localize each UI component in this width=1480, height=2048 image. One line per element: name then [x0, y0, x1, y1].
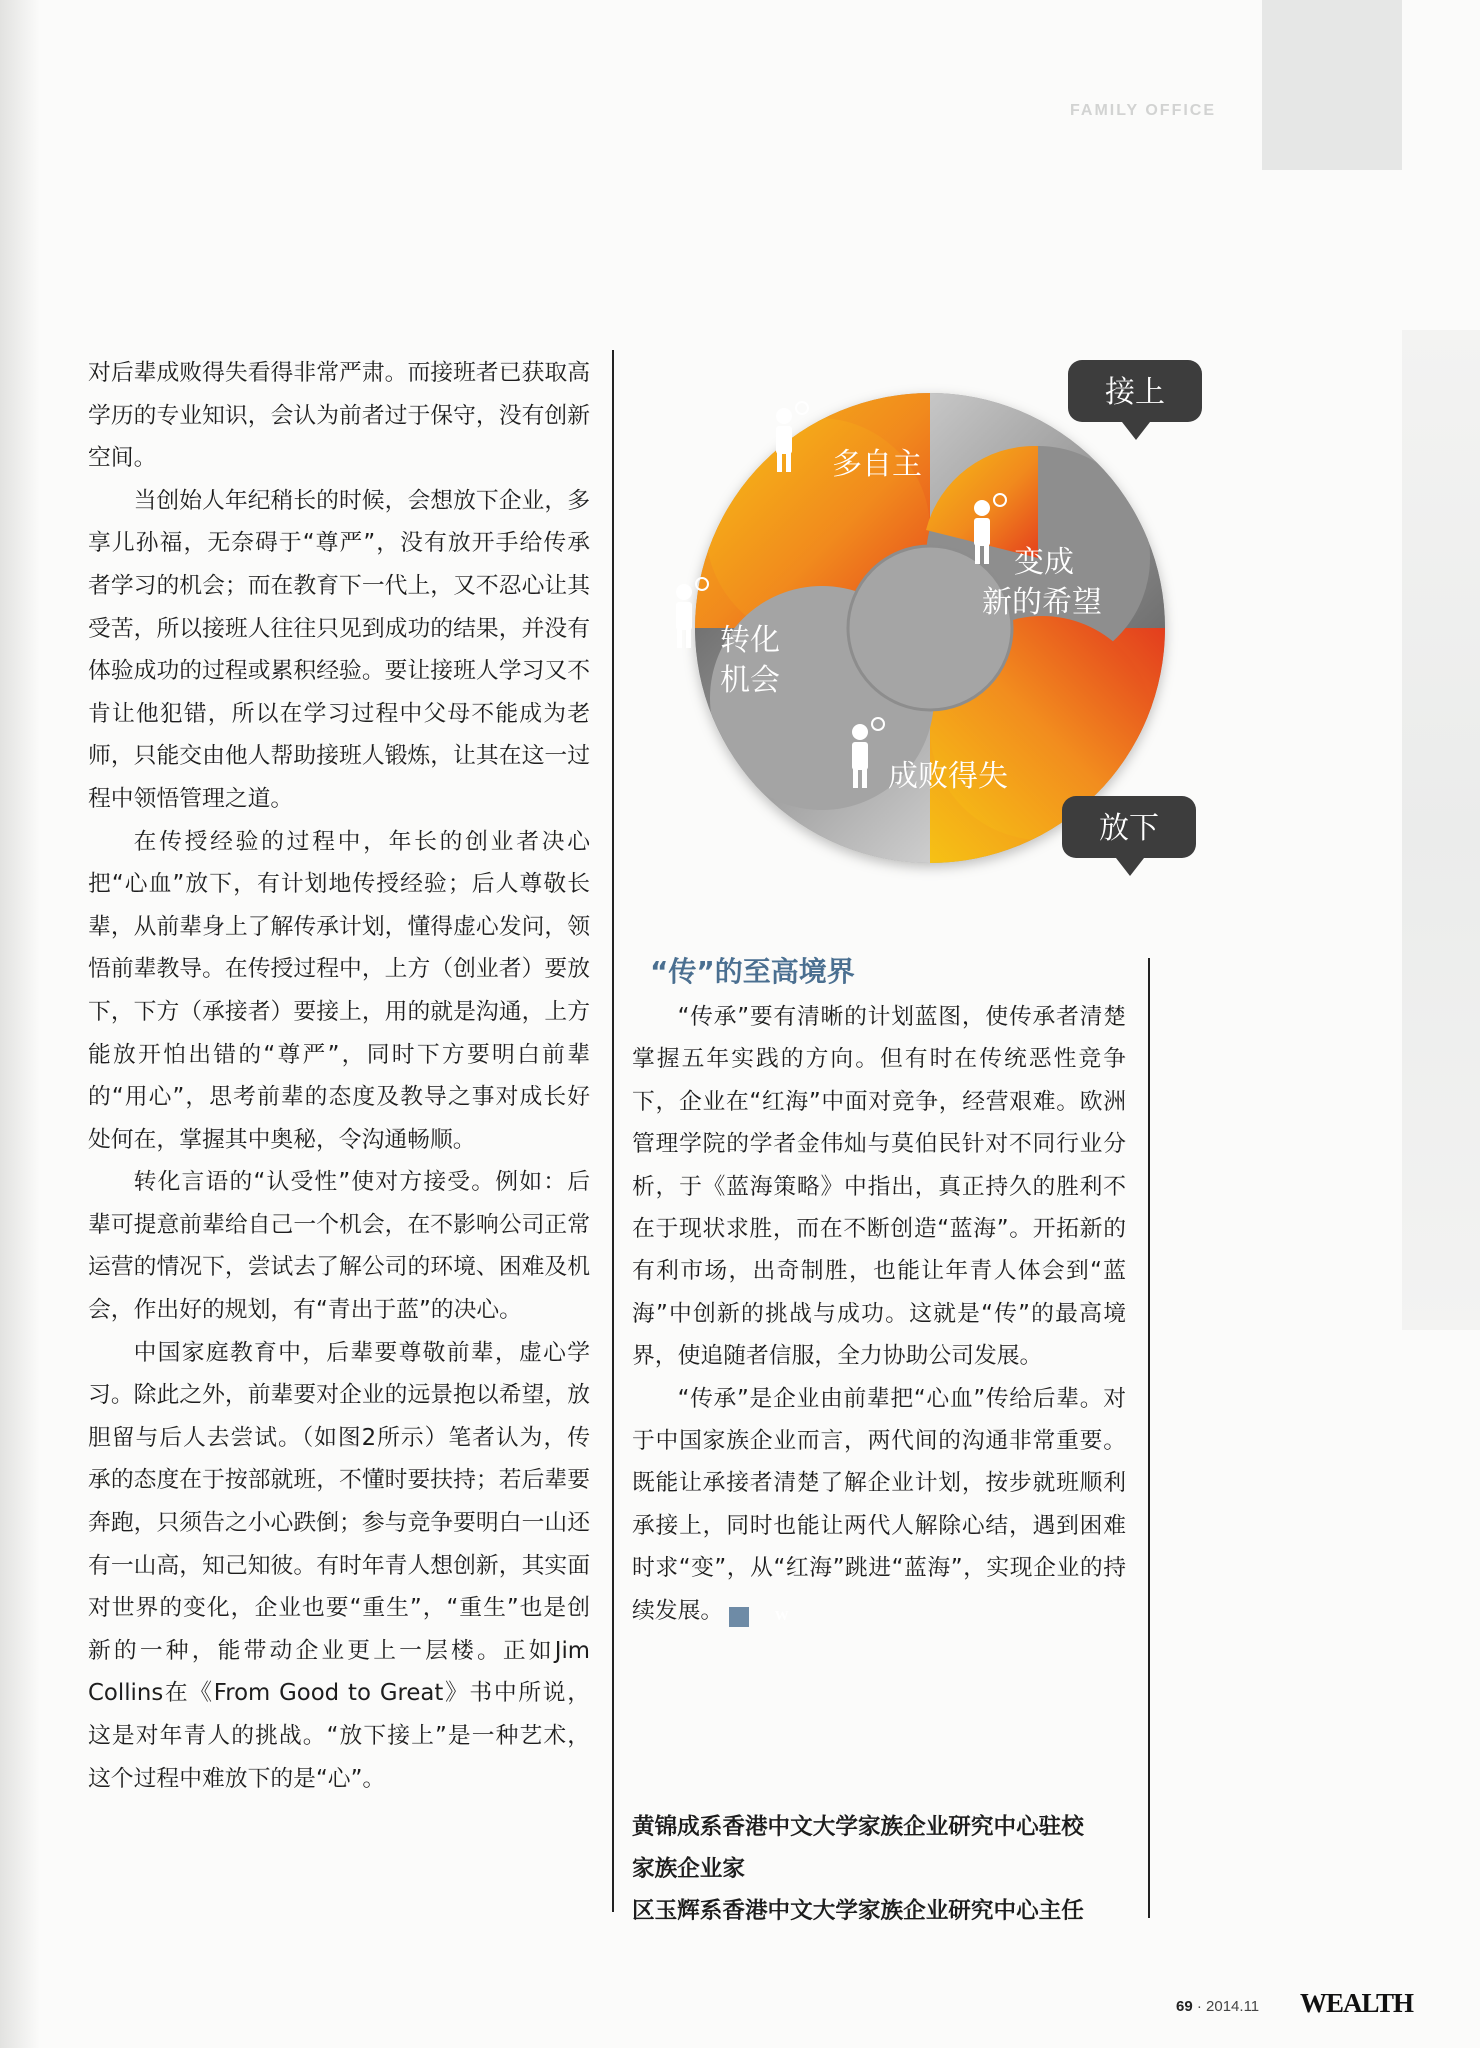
section-heading: “传”的至高境界 — [650, 955, 855, 988]
left-paragraph-4: 转化言语的“认受性”使对方接受。例如：后辈可提意前辈给自己一个机会，在不影响公司正常运营的情况下，尝试去了解公司的环境、困难及机会，作出好的规划，有“青出于蓝”的决心。 — [88, 1169, 590, 1324]
label-become-line2: 新的希望 — [982, 585, 1102, 620]
bubble-let-go-text: 放下 — [1099, 811, 1159, 846]
right-column — [632, 996, 1126, 1632]
right-paragraph-1: “传承”要有清晰的计划蓝图，使传承者清楚掌握五年实践的方向。但有时在传统恶性竞争下，企业在“红海”中面对竞争，经营艰难。欧洲管理学院的学者金伟灿与莫伯民针对不同行业分析，于《蓝海策略》中指出，真正持久的胜利不在于现状求胜，而在不断创造“蓝海”。开拓新的有利市场，出奇制胜，也能让年青人体会到“蓝海”中创新的挑战与成功。这就是“传”的最高境界，使追随者信服，全力协助公司发展。 — [632, 1004, 1126, 1370]
section-tab-label: FAMILY OFFICE — [1070, 102, 1217, 119]
end-mark-icon: W — [729, 1607, 749, 1627]
page-number: 69 — [1176, 1998, 1193, 2015]
bubble-take-over — [1068, 360, 1202, 440]
column-divider-right — [1148, 958, 1150, 1918]
folio — [1176, 1998, 1259, 2015]
label-become-line1: 变成 — [1014, 545, 1074, 580]
magazine-name: WEALTH — [1300, 1988, 1414, 2018]
cycle-svg — [636, 350, 1236, 910]
succession-cycle-diagram — [636, 350, 1236, 910]
label-transform-line1: 转化 — [720, 623, 780, 658]
label-more-autonomy: 多自主 — [832, 447, 922, 482]
bubble-take-over-text: 接上 — [1105, 375, 1165, 410]
column-divider-left — [612, 350, 614, 1912]
label-transform-line2: 机会 — [720, 663, 780, 698]
issue-date: 2014.11 — [1206, 1998, 1260, 2015]
right-paragraph-2 — [632, 1378, 1126, 1632]
page-gutter-shadow — [0, 0, 40, 2048]
author-line-1: 黄锦成系香港中文大学家族企业研究中心驻校 — [632, 1814, 1084, 1840]
bubble-let-go — [1062, 796, 1196, 876]
right-paragraph-2-text: “传承”是企业由前辈把“心血”传给后辈。对于中国家族企业而言，两代间的沟通非常重要。既能让承接者清楚了解企业计划，按步就班顺利承接上，同时也能让两代人解除心结，遇到困难时求“变”，从“红海”跳进“蓝海”，实现企业的持续发展。 — [632, 1385, 1126, 1624]
left-paragraph-3: 在传授经验的过程中，年长的创业者决心把“心血”放下，有计划地传授经验；后人尊敬长辈，从前辈身上了解传承计划，懂得虚心发问，领悟前辈教导。在传授过程中，上方（创业者）要放下，下方（承接者）要接上，用的就是沟通，上方能放开怕出错的“尊严”，同时下方要明白前辈的“用心”，思考前辈的态度及教导之事对成长好处何在，掌握其中奥秘，令沟通畅顺。 — [88, 828, 590, 1153]
left-paragraph-5: 中国家庭教育中，后辈要尊敬前辈，虚心学习。除此之外，前辈要对企业的远景抱以希望，放胆留与后人去尝试。（如图2所示）笔者认为，传承的态度在于按部就班，不懂时要扶持；若后辈要奔跑，只须告之小心跌倒；参与竞争要明白一山还有一山高，知己知彼。有时年青人想创新，其实面对世界的变化，企业也要“重生”，“重生”也是创新的一种，能带动企业更上一层楼。正如Jim Collins在《From Good to Great》书中所说，这是对年青人的挑战。“放下接上”是一种艺术，这个过程中难放下的是“心”。 — [88, 1339, 590, 1792]
label-success-failure: 成败得失 — [888, 759, 1008, 794]
section-tab — [1262, 0, 1402, 170]
author-line-2: 家族企业家 — [632, 1856, 745, 1882]
left-paragraph-1: 对后辈成败得失看得非常严肃。而接班者已获取高学历的专业知识，会认为前者过于保守，没有创新空间。 — [88, 360, 590, 472]
left-column — [88, 352, 590, 1800]
folio-separator: · — [1196, 1998, 1202, 2015]
margin-strip — [1402, 330, 1480, 1330]
author-line-3: 区玉辉系香港中文大学家族企业研究中心主任 — [632, 1898, 1084, 1924]
left-paragraph-2: 当创始人年纪稍长的时候，会想放下企业，多享儿孙福，无奈碍于“尊严”，没有放开手给传承者学习的机会；而在教育下一代上，又不忍心让其受苦，所以接班人往往只见到成功的结果，并没有体验成功的过程或累积经验。要让接班人学习又不肯让他犯错，所以在学习过程中父母不能成为老师，只能交由他人帮助接班人锻炼，让其在这一过程中领悟管理之道。 — [88, 487, 590, 812]
author-bio — [632, 1806, 1152, 1932]
